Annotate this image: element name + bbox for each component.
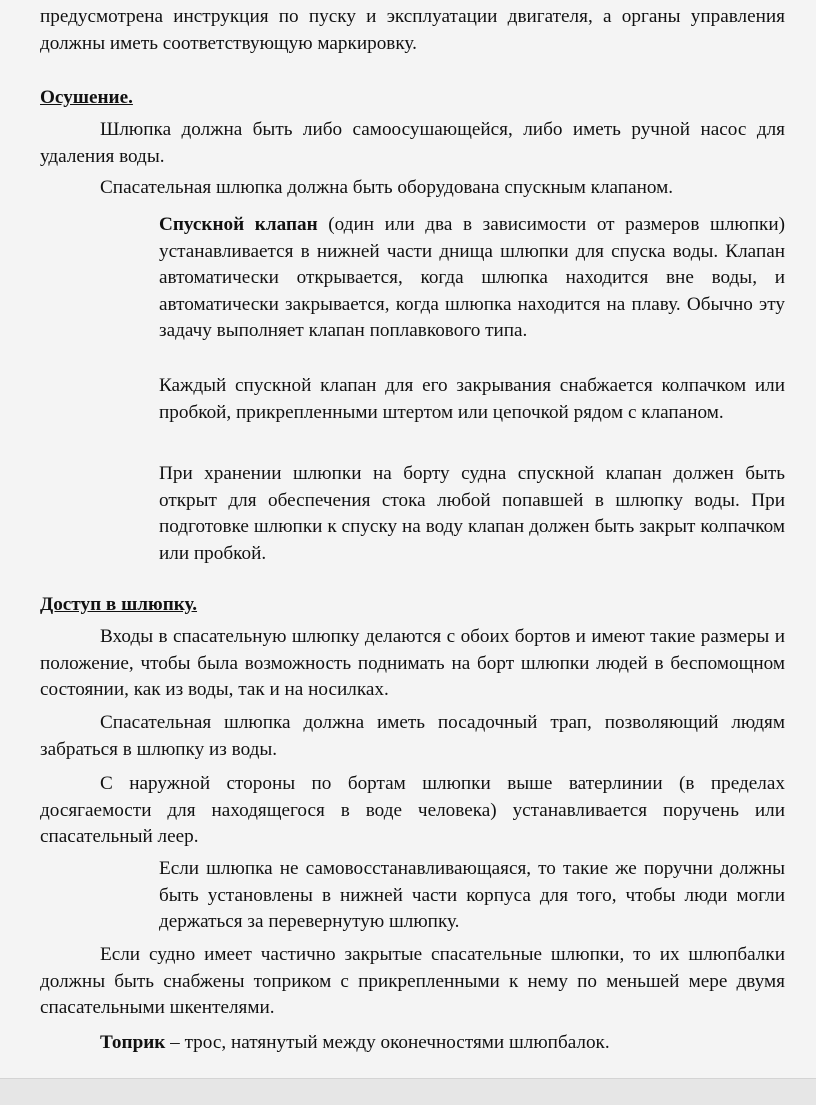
heading-drying: Осушение. — [40, 87, 133, 108]
valve-paragraph — [159, 212, 785, 345]
page-bottom-edge — [0, 1078, 816, 1105]
valve-term: Спускной клапан — [159, 214, 318, 235]
valve-cap-paragraph: Каждый спускной клапан для его закрывания снабжается колпачком или пробкой, прикрепленными штертом или цепочкой рядом с клапаном. — [159, 375, 785, 423]
valve-storage-paragraph: При хранении шлюпки на борту судна спускной клапан должен быть открыт для обеспечения стока любой попавшей в шлюпку воды. При подготовке шлюпки к спуску на воду клапан должен быть закрыт колпачком или пробкой. — [159, 463, 785, 564]
topric-definition: – трос, натянутый между оконечностями шлюпбалок. — [165, 1032, 610, 1053]
drying-paragraph-2: Спасательная шлюпка должна быть оборудована спускным клапаном. — [100, 177, 674, 198]
drying-paragraph-1: Шлюпка должна быть либо самоосушающейся, либо иметь ручной насос для удаления воды. — [40, 119, 785, 167]
access-paragraph-5: Если судно имеет частично закрытые спасательные шлюпки, то их шлюпбалки должны быть снабжены топриком с прикрепленными к нему по меньшей мере двумя спасательными шкентелями. — [40, 944, 785, 1018]
valve-definition: (один или два в зависимости от размеров шлюпки) устанавливается в нижней части днища шлюпки для спуска воды. Клапан автоматически открывается, когда шлюпка находится вне воды, и автоматически закрывается, когда шлюпка находится на плаву. Обычно эту задачу выполняет клапан поплавкового типа. — [159, 214, 785, 341]
intro-paragraph: предусмотрена инструкция по пуску и эксплуатации двигателя, а органы управления должны иметь соответствующую маркировку. — [40, 6, 785, 54]
access-paragraph-2: Спасательная шлюпка должна иметь посадочный трап, позволяющий людям забраться в шлюпку из воды. — [40, 712, 785, 760]
access-paragraph-1: Входы в спасательную шлюпку делаются с обоих бортов и имеют такие размеры и положение, чтобы была возможность поднимать на борт шлюпки людей в беспомощном состоянии, как из воды, так и на носилках. — [40, 626, 785, 700]
topric-paragraph — [40, 1030, 785, 1057]
access-paragraph-3: С наружной стороны по бортам шлюпки выше ватерлинии (в пределах досягаемости для находящегося в воде человека) устанавливается поручень или спасательный леер. — [40, 773, 785, 847]
access-paragraph-4: Если шлюпка не самовосстанавливающаяся, то такие же поручни должны быть установлены в нижней части корпуса для того, чтобы люди могли держаться за перевернутую шлюпку. — [159, 858, 785, 932]
topric-term: Топрик — [100, 1032, 166, 1053]
heading-access: Доступ в шлюпку. — [40, 594, 198, 615]
